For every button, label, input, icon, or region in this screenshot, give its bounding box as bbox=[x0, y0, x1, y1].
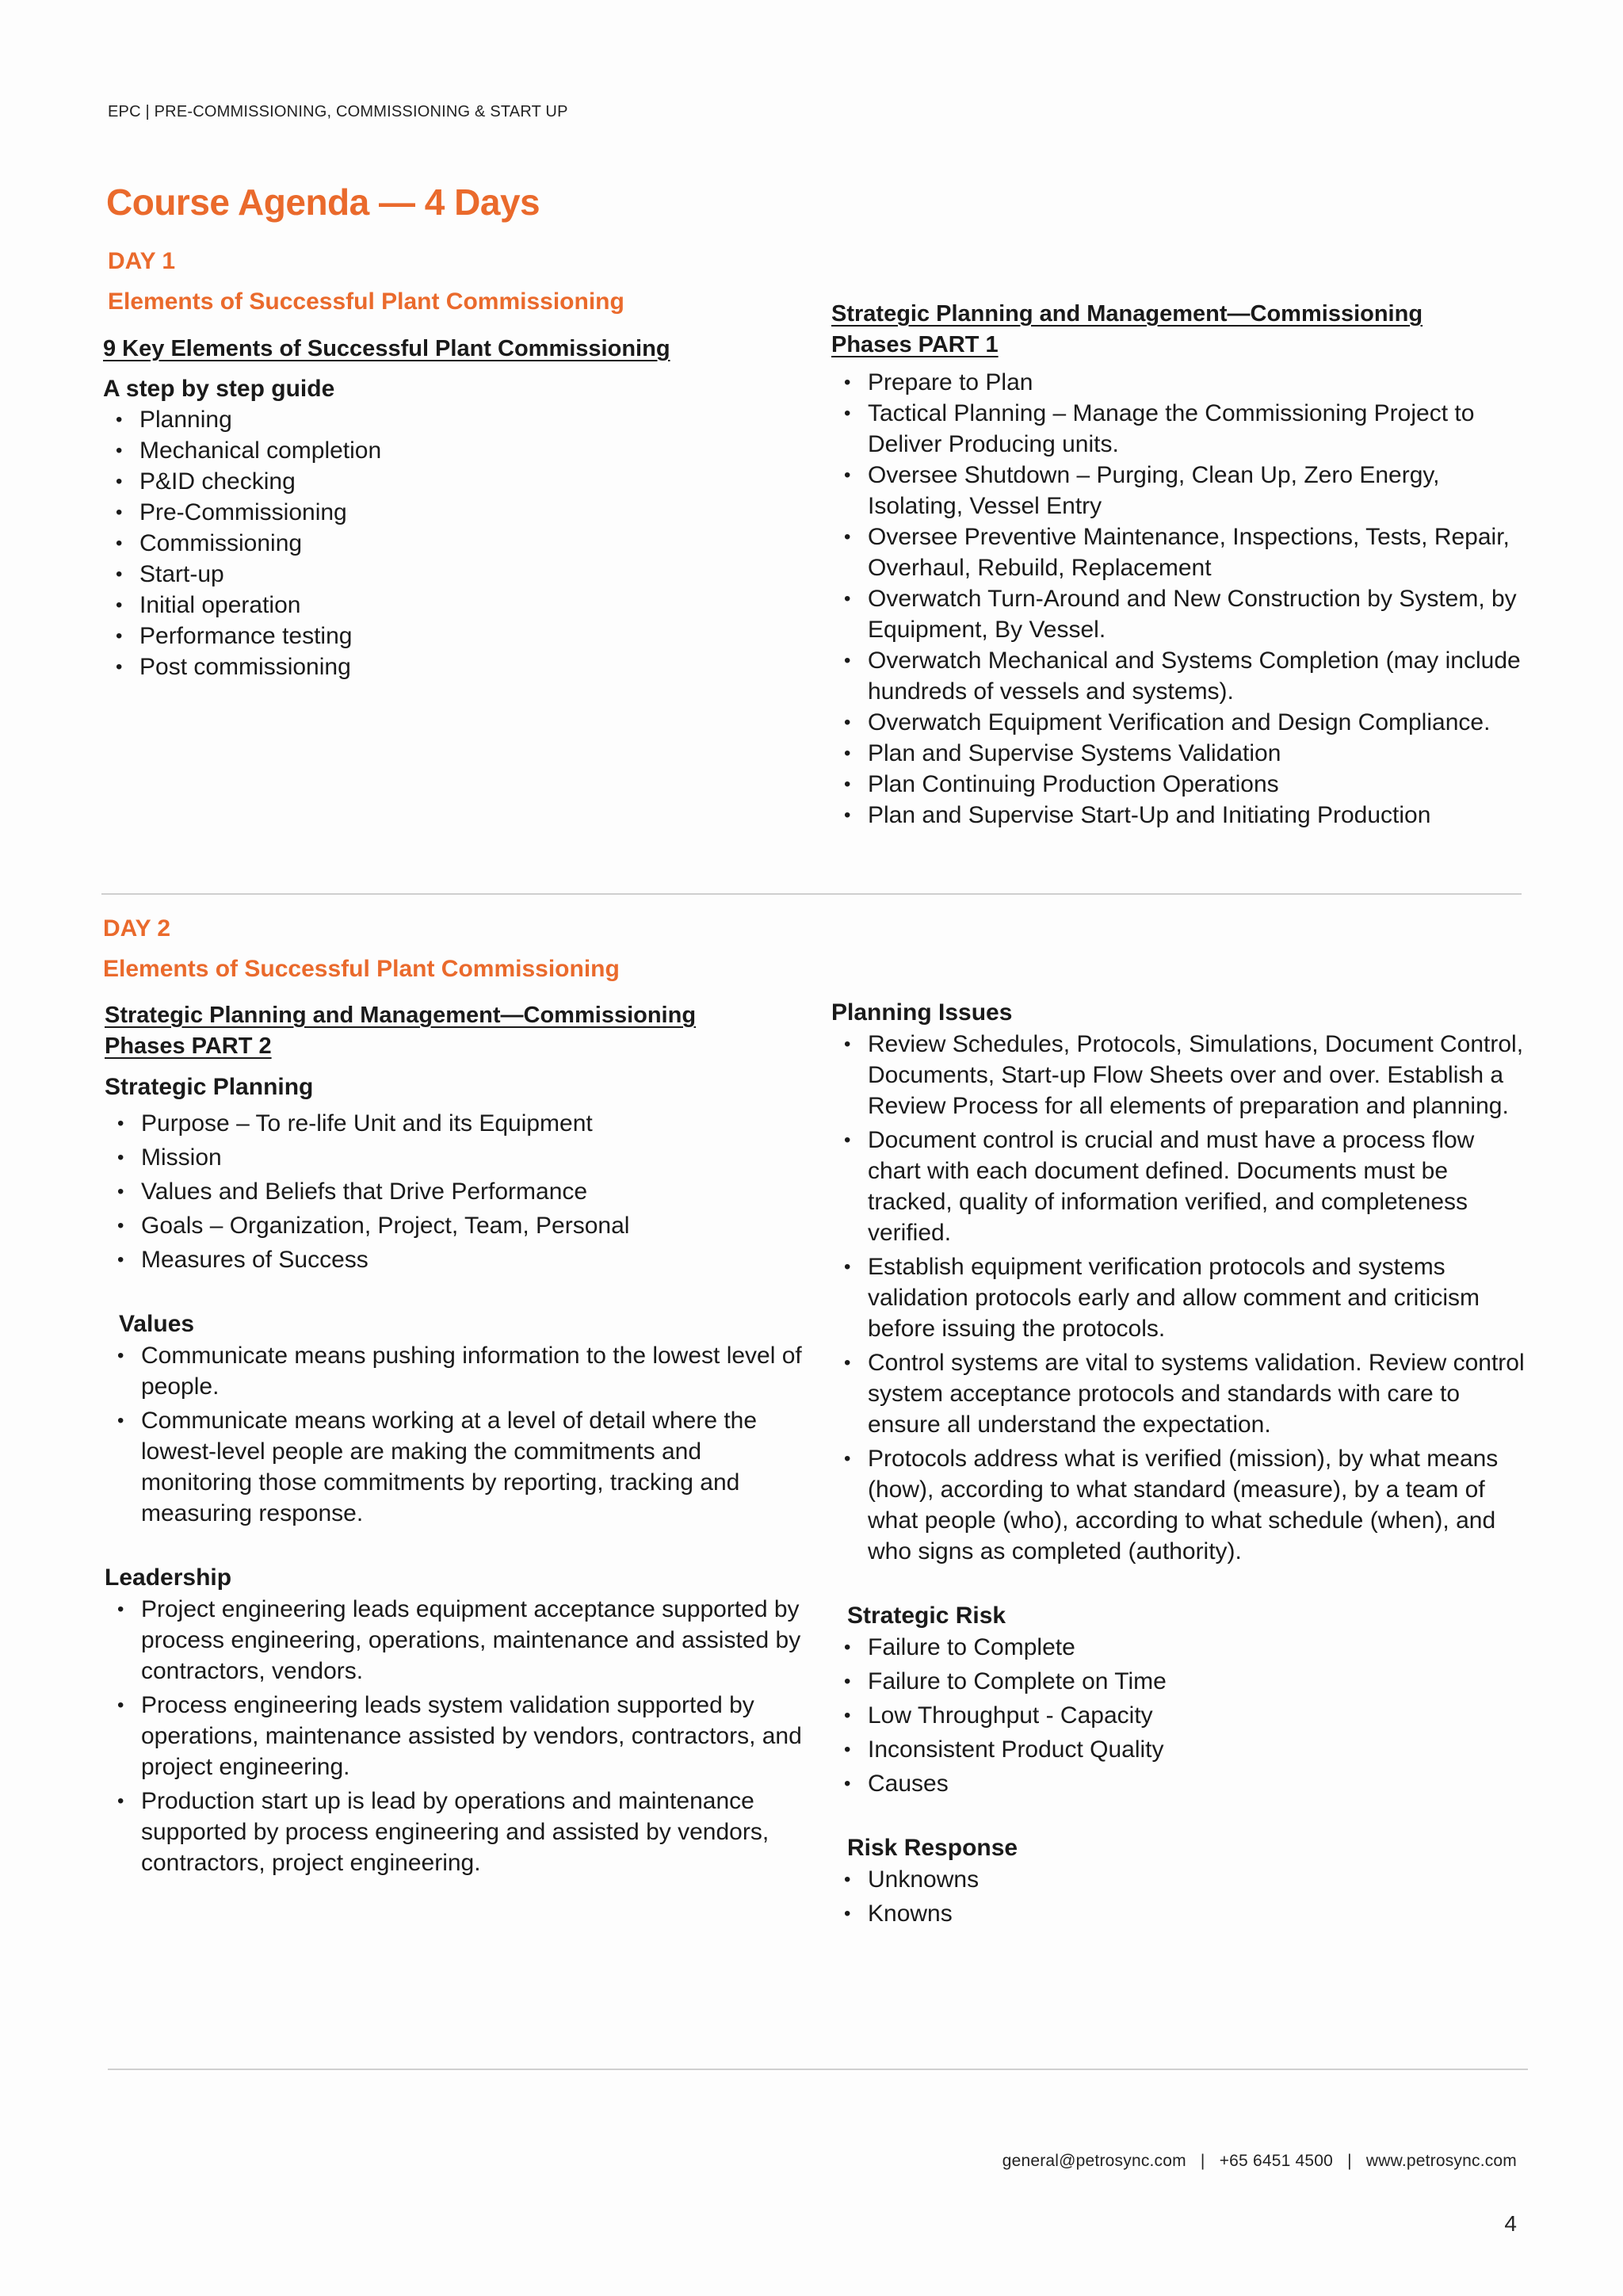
list-item: • Post commissioning bbox=[103, 651, 800, 682]
heading-line: Phases PART 2 bbox=[105, 1033, 272, 1059]
list-item: • Production start up is lead by operations and maintenance supported by process engineering and assisted by vendors, contractors, project engineering. bbox=[105, 1786, 802, 1878]
list-item: • Initial operation bbox=[103, 590, 800, 621]
list-item: • Commissioning bbox=[103, 528, 800, 559]
planning-issues-list bbox=[831, 1029, 1529, 1567]
list-item: • Communicate means pushing information to the lowest level of people. bbox=[105, 1340, 802, 1402]
list-item: • Performance testing bbox=[103, 621, 800, 651]
day1-left-column bbox=[103, 334, 800, 682]
list-item: • Mission bbox=[105, 1142, 802, 1173]
page-title: Course Agenda — 4 Days bbox=[106, 181, 540, 223]
risk-response-heading: Risk Response bbox=[847, 1835, 1018, 1861]
day2-section-title: Elements of Successful Plant Commissioning bbox=[103, 956, 620, 982]
day1-left-subheading: A step by step guide bbox=[103, 376, 335, 402]
list-item: • Protocols address what is verified (mission), by what means (how), according to what standard (measure), by a team of what people (who), according to what schedule (when), and who signs as completed (authority). bbox=[831, 1443, 1529, 1567]
list-item: • Oversee Preventive Maintenance, Inspections, Tests, Repair, Overhaul, Rebuild, Replacement bbox=[831, 521, 1529, 583]
day1-left-heading: 9 Key Elements of Successful Plant Commissioning bbox=[103, 336, 670, 361]
list-item: • Unknowns bbox=[831, 1864, 1529, 1895]
list-item: • Establish equipment verification protocols and systems validation protocols early and allow comment and criticism before issuing the protocols. bbox=[831, 1251, 1529, 1344]
list-item: • Tactical Planning – Manage the Commissioning Project to Deliver Producing units. bbox=[831, 398, 1529, 460]
heading-line: Strategic Planning and Management—Commissioning bbox=[831, 301, 1423, 327]
section-divider bbox=[101, 893, 1522, 895]
list-item: • Knowns bbox=[831, 1898, 1529, 1929]
list-item: • Measures of Success bbox=[105, 1244, 802, 1275]
values-heading: Values bbox=[119, 1311, 195, 1337]
list-item: • Planning bbox=[103, 404, 800, 435]
list-item: • Inconsistent Product Quality bbox=[831, 1734, 1529, 1765]
heading-line: Strategic Planning and Management—Commissioning bbox=[105, 1003, 697, 1028]
list-item: • Pre-Commissioning bbox=[103, 497, 800, 528]
leadership-heading: Leadership bbox=[105, 1564, 232, 1591]
footer-divider bbox=[108, 2069, 1528, 2070]
page-number: 4 bbox=[1504, 2211, 1517, 2236]
list-item: • Process engineering leads system validation supported by operations, maintenance assisted by vendors, contractors, and project engineering. bbox=[105, 1690, 802, 1782]
day1-label: DAY 1 bbox=[108, 248, 176, 274]
day2-right-column bbox=[831, 997, 1529, 1932]
list-item: • Overwatch Mechanical and Systems Completion (may include hundreds of vessels and systems). bbox=[831, 645, 1529, 707]
day1-left-list bbox=[103, 404, 800, 682]
list-item: • Plan and Supervise Systems Validation bbox=[831, 738, 1529, 769]
list-item: • Values and Beliefs that Drive Performance bbox=[105, 1176, 802, 1207]
risk-response-list bbox=[831, 1864, 1529, 1929]
values-list bbox=[105, 1340, 802, 1529]
day1-right-heading bbox=[831, 299, 1529, 361]
strategic-planning-list bbox=[105, 1108, 802, 1275]
footer-contact bbox=[1002, 2152, 1517, 2171]
heading-line: Phases PART 1 bbox=[831, 332, 999, 357]
day2-label: DAY 2 bbox=[103, 915, 171, 942]
list-item: • Start-up bbox=[103, 559, 800, 590]
list-item: • Plan and Supervise Start-Up and Initiating Production bbox=[831, 800, 1529, 831]
running-header: EPC | PRE-COMMISSIONING, COMMISSIONING & START UP bbox=[108, 103, 568, 120]
day1-section-title: Elements of Successful Plant Commissioning bbox=[108, 288, 624, 315]
list-item: • Communicate means working at a level of detail where the lowest-level people are making the commitments and monitoring those commitments by reporting, tracking and measuring response. bbox=[105, 1405, 802, 1529]
strategic-risk-list bbox=[831, 1632, 1529, 1799]
list-item: • Overwatch Turn-Around and New Construction by System, by Equipment, By Vessel. bbox=[831, 583, 1529, 645]
strategic-risk-heading: Strategic Risk bbox=[847, 1603, 1006, 1629]
footer-contact-text: general@petrosync.com | +65 6451 4500 | www.petrosync.com bbox=[1002, 2152, 1517, 2170]
day2-left-heading bbox=[105, 1000, 802, 1062]
list-item: • Causes bbox=[831, 1768, 1529, 1799]
list-item: • Plan Continuing Production Operations bbox=[831, 769, 1529, 800]
strategic-planning-heading: Strategic Planning bbox=[105, 1074, 314, 1100]
list-item: • Oversee Shutdown – Purging, Clean Up, Zero Energy, Isolating, Vessel Entry bbox=[831, 460, 1529, 521]
list-item: • Mechanical completion bbox=[103, 435, 800, 466]
day1-right-list bbox=[831, 367, 1529, 831]
list-item: • Low Throughput - Capacity bbox=[831, 1700, 1529, 1731]
list-item: • Review Schedules, Protocols, Simulations, Document Control, Documents, Start-up Flow Sheets over and over. Establish a Review Process for all elements of preparation and planning. bbox=[831, 1029, 1529, 1121]
planning-issues-heading: Planning Issues bbox=[831, 999, 1013, 1026]
list-item: • Failure to Complete bbox=[831, 1632, 1529, 1663]
leadership-list bbox=[105, 1594, 802, 1878]
list-item: • Goals – Organization, Project, Team, Personal bbox=[105, 1210, 802, 1241]
list-item: • Project engineering leads equipment acceptance supported by process engineering, operations, maintenance and assisted by contractors, vendors. bbox=[105, 1594, 802, 1687]
list-item: • Overwatch Equipment Verification and Design Compliance. bbox=[831, 707, 1529, 738]
list-item: • P&ID checking bbox=[103, 466, 800, 497]
list-item: • Document control is crucial and must have a process flow chart with each document defined. Documents must be tracked, quality of information verified, and completeness verified. bbox=[831, 1125, 1529, 1248]
day1-right-column bbox=[831, 299, 1529, 831]
list-item: • Control systems are vital to systems validation. Review control system acceptance protocols and standards with care to ensure all understand the expectation. bbox=[831, 1347, 1529, 1440]
day2-left-column bbox=[105, 1000, 802, 1881]
list-item: • Prepare to Plan bbox=[831, 367, 1529, 398]
list-item: • Purpose – To re-life Unit and its Equipment bbox=[105, 1108, 802, 1139]
list-item: • Failure to Complete on Time bbox=[831, 1666, 1529, 1697]
